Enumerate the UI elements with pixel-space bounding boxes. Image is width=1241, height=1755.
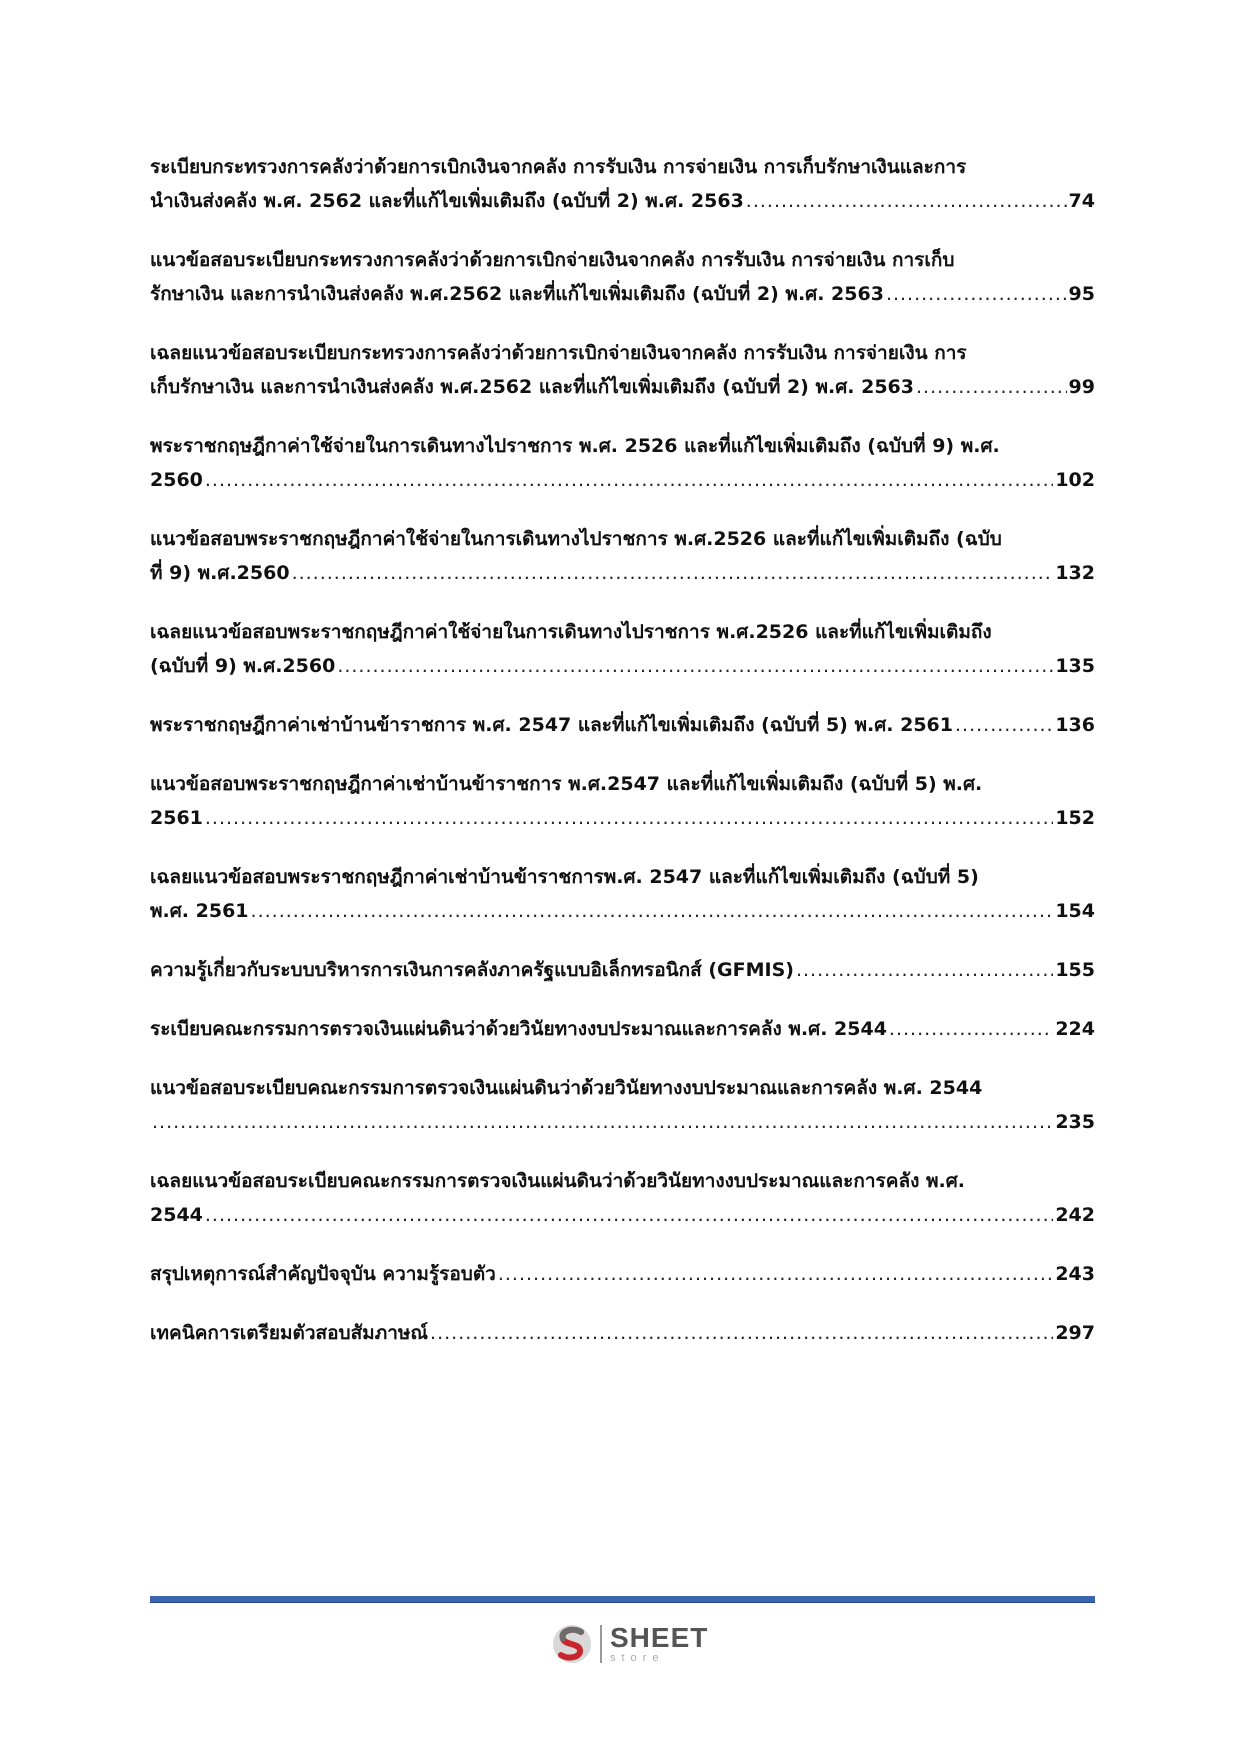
toc-page-number: 235 xyxy=(1055,1111,1095,1133)
toc-leader-dots xyxy=(916,370,1067,404)
logo-word: SHEET xyxy=(610,1622,709,1653)
toc-entry-last-line xyxy=(150,1012,1095,1046)
toc-page-number: 132 xyxy=(1055,562,1095,584)
toc-entry-title-line: แนวข้อสอบระเบียบคณะกรรมการตรวจเงินแผ่นดินว่าด้วยวินัยทางงบประมาณและการคลัง พ.ศ. 2544 xyxy=(150,1077,983,1099)
toc-entry-title-line: เฉลยแนวข้อสอบระเบียบกระทรวงการคลังว่าด้วยการเบิกจ่ายเงินจากคลัง การรับเงิน การจ่ายเงิน การ xyxy=(150,342,967,364)
toc-entry[interactable] xyxy=(150,522,1095,590)
toc-leader-dots xyxy=(796,953,1053,987)
toc-leader-dots xyxy=(205,1198,1053,1232)
toc-entry-title-line: ระเบียบกระทรวงการคลังว่าด้วยการเบิกเงินจากคลัง การรับเงิน การจ่ายเงิน การเก็บรักษาเงินและการ xyxy=(150,156,967,178)
toc-entry-title-end: ที่ 9) พ.ศ.2560 xyxy=(150,562,290,584)
footer-rule xyxy=(150,1596,1095,1603)
toc-leader-dots xyxy=(205,463,1053,497)
toc-entry-title-line: เฉลยแนวข้อสอบพระราชกฤษฎีกาค่าเช่าบ้านข้าราชการพ.ศ. 2547 และที่แก้ไขเพิ่มเติมถึง (ฉบับที่ 5) xyxy=(150,866,979,888)
toc-entry-title-line: แนวข้อสอบระเบียบกระทรวงการคลังว่าด้วยการเบิกจ่ายเงินจากคลัง การรับเงิน การจ่ายเงิน การเก็บ xyxy=(150,249,955,271)
toc-entry[interactable] xyxy=(150,953,1095,987)
toc-entry-last-line xyxy=(150,1198,1095,1232)
toc-entry-title-line: เฉลยแนวข้อสอบระเบียบคณะกรรมการตรวจเงินแผ่นดินว่าด้วยวินัยทางงบประมาณและการคลัง พ.ศ. xyxy=(150,1170,966,1192)
toc-entry[interactable] xyxy=(150,243,1095,311)
toc-page-number: 154 xyxy=(1055,900,1095,922)
toc-entry[interactable] xyxy=(150,1316,1095,1350)
toc-entry-last-line xyxy=(150,556,1095,590)
toc-entry-last-line xyxy=(150,184,1095,218)
toc-page-number: 297 xyxy=(1055,1322,1095,1344)
toc-entry-title-end: รักษาเงิน และการนำเงินส่งคลัง พ.ศ.2562 และที่แก้ไขเพิ่มเติมถึง (ฉบับที่ 2) พ.ศ. 2563 xyxy=(150,283,884,305)
toc-page-number: 242 xyxy=(1055,1204,1095,1226)
toc-page-number: 152 xyxy=(1055,807,1095,829)
toc-page-number: 95 xyxy=(1068,283,1095,305)
table-of-contents xyxy=(150,150,1095,1375)
toc-entry-last-line xyxy=(150,370,1095,404)
toc-entry-title-line: แนวข้อสอบพระราชกฤษฎีกาค่าใช้จ่ายในการเดินทางไปราชการ พ.ศ.2526 และที่แก้ไขเพิ่มเติมถึง (ฉบับ xyxy=(150,528,1002,550)
toc-leader-dots xyxy=(955,708,1053,742)
toc-entry-title-end: สรุปเหตุการณ์สำคัญปัจจุบัน ความรู้รอบตัว xyxy=(150,1263,496,1285)
sheet-store-logo xyxy=(552,1622,708,1666)
toc-leader-dots xyxy=(337,649,1053,683)
toc-entry-title-end: 2560 xyxy=(150,469,203,491)
toc-entry-title-line: เฉลยแนวข้อสอบพระราชกฤษฎีกาค่าใช้จ่ายในการเดินทางไปราชการ พ.ศ.2526 และที่แก้ไขเพิ่มเติมถึง xyxy=(150,621,992,643)
toc-page-number: 74 xyxy=(1068,190,1095,212)
toc-entry-last-line xyxy=(150,894,1095,928)
toc-entry-last-line xyxy=(150,649,1095,683)
toc-page-number: 135 xyxy=(1055,655,1095,677)
logo-wordmark xyxy=(610,1624,708,1664)
toc-entry-last-line xyxy=(150,1316,1095,1350)
logo-sub: store xyxy=(610,1652,665,1664)
toc-entry-last-line xyxy=(150,953,1095,987)
toc-entry-title-end: เก็บรักษาเงิน และการนำเงินส่งคลัง พ.ศ.2562 และที่แก้ไขเพิ่มเติมถึง (ฉบับที่ 2) พ.ศ. 2563 xyxy=(150,376,914,398)
toc-entry-last-line xyxy=(150,801,1095,835)
sheet-logo-icon xyxy=(552,1622,592,1666)
toc-page-number: 136 xyxy=(1055,714,1095,736)
toc-leader-dots xyxy=(498,1257,1053,1291)
toc-entry-title-end: พระราชกฤษฎีกาค่าเช่าบ้านข้าราชการ พ.ศ. 2547 และที่แก้ไขเพิ่มเติมถึง (ฉบับที่ 5) พ.ศ. 2561 xyxy=(150,714,954,736)
toc-entry[interactable] xyxy=(150,150,1095,218)
toc-leader-dots xyxy=(251,894,1054,928)
toc-entry[interactable] xyxy=(150,615,1095,683)
toc-entry[interactable] xyxy=(150,1012,1095,1046)
toc-entry[interactable] xyxy=(150,336,1095,404)
toc-entry-last-line xyxy=(150,277,1095,311)
toc-entry-title-end: นำเงินส่งคลัง พ.ศ. 2562 และที่แก้ไขเพิ่มเติมถึง (ฉบับที่ 2) พ.ศ. 2563 xyxy=(150,190,744,212)
toc-entry-title-end: ความรู้เกี่ยวกับระบบบริหารการเงินการคลังภาครัฐแบบอิเล็กทรอนิกส์ (GFMIS) xyxy=(150,959,794,981)
toc-page-number: 99 xyxy=(1068,376,1095,398)
toc-entry-last-line xyxy=(150,1105,1095,1139)
toc-entry-title-end: พ.ศ. 2561 xyxy=(150,900,249,922)
toc-entry[interactable] xyxy=(150,1071,1095,1139)
toc-leader-dots xyxy=(292,556,1054,590)
toc-entry[interactable] xyxy=(150,1257,1095,1291)
toc-page-number: 102 xyxy=(1055,469,1095,491)
toc-leader-dots xyxy=(205,801,1053,835)
toc-entry[interactable] xyxy=(150,1164,1095,1232)
toc-entry[interactable] xyxy=(150,767,1095,835)
toc-entry[interactable] xyxy=(150,860,1095,928)
toc-entry-title-line: แนวข้อสอบพระราชกฤษฎีกาค่าเช่าบ้านข้าราชการ พ.ศ.2547 และที่แก้ไขเพิ่มเติมถึง (ฉบับที่ 5) พ.ศ. xyxy=(150,773,983,795)
toc-entry-title-end: เทคนิคการเตรียมตัวสอบสัมภาษณ์ xyxy=(150,1322,429,1344)
toc-page-number: 224 xyxy=(1055,1018,1095,1040)
toc-entry[interactable] xyxy=(150,708,1095,742)
toc-entry-title-line: พระราชกฤษฎีกาค่าใช้จ่ายในการเดินทางไปราชการ พ.ศ. 2526 และที่แก้ไขเพิ่มเติมถึง (ฉบับที่ 9) พ.ศ. xyxy=(150,435,1000,457)
toc-entry-title-end: (ฉบับที่ 9) พ.ศ.2560 xyxy=(150,655,336,677)
toc-entry-title-end: 2544 xyxy=(150,1204,203,1226)
toc-entry-last-line xyxy=(150,708,1095,742)
toc-leader-dots xyxy=(152,1105,1053,1139)
logo-separator xyxy=(600,1625,602,1663)
toc-entry-last-line xyxy=(150,463,1095,497)
toc-leader-dots xyxy=(889,1012,1053,1046)
toc-page-number: 155 xyxy=(1055,959,1095,981)
toc-entry-title-end: ระเบียบคณะกรรมการตรวจเงินแผ่นดินว่าด้วยวินัยทางงบประมาณและการคลัง พ.ศ. 2544 xyxy=(150,1018,887,1040)
toc-page-number: 243 xyxy=(1055,1263,1095,1285)
toc-entry[interactable] xyxy=(150,429,1095,497)
toc-entry-last-line xyxy=(150,1257,1095,1291)
toc-leader-dots xyxy=(430,1316,1053,1350)
toc-leader-dots xyxy=(886,277,1067,311)
toc-entry-title-end: 2561 xyxy=(150,807,203,829)
toc-leader-dots xyxy=(746,184,1067,218)
